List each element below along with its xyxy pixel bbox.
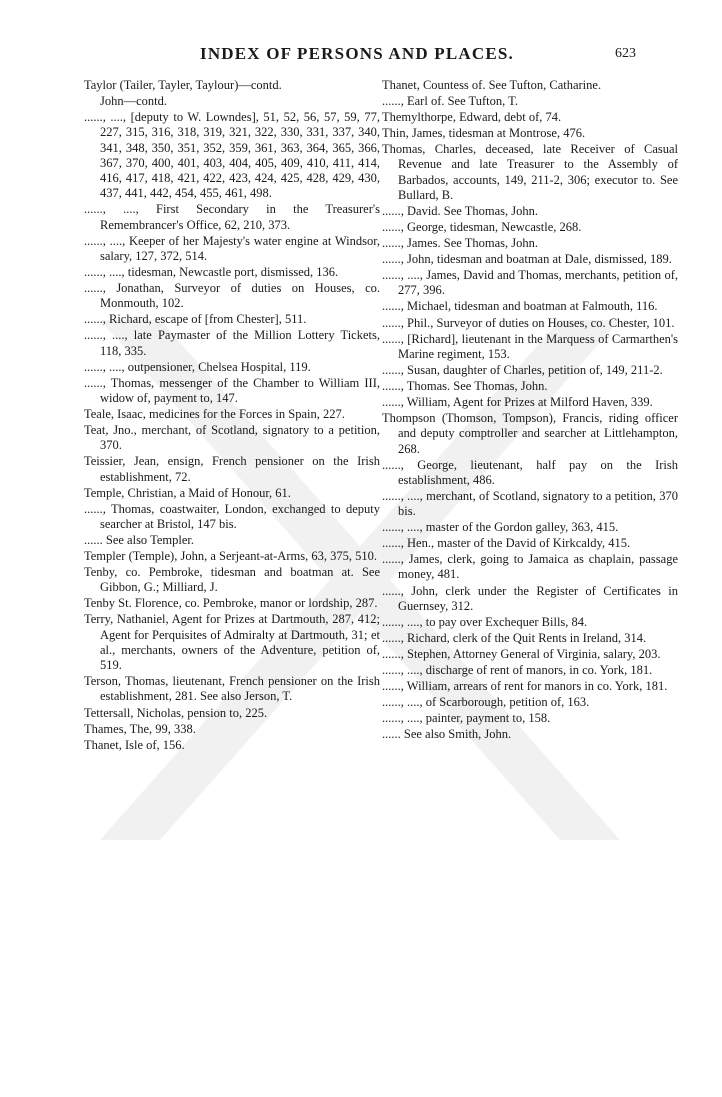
index-entry: ......, John, clerk under the Register of Certificates in Guernsey, 312. [382,583,678,613]
index-entry: Thames, The, 99, 338. [84,721,196,736]
index-entry: ......, ...., master of the Gordon galley, 363, 415. [382,520,619,535]
index-entry: Teale, Isaac, medicines for the Forces in Spain, 227. [84,407,345,422]
index-entry: Thin, James, tidesman at Montrose, 476. [382,126,586,141]
index-entry: ......, ...., outpensioner, Chelsea Hospital, 119. [84,359,311,374]
index-entry: Tenby St. Florence, co. Pembroke, manor or lordship, 287. [84,596,378,611]
index-entry: ......, Thomas, messenger of the Chamber to William III, widow of, payment to, 147. [84,375,380,405]
index-entry: ......, Phil., Surveyor of duties on Houses, co. Chester, 101. [382,315,675,330]
index-entry: Terson, Thomas, lieutenant, French pensioner on the Irish establishment, 281. See also Jerson, T. [84,674,380,704]
page-number: 623 [615,46,636,61]
index-entry: ......, George, tidesman, Newcastle, 268. [382,220,582,235]
index-entry: ......, Jonathan, Surveyor of duties on Houses, co. Monmouth, 102. [84,281,380,311]
index-entry: ......, ...., late Paymaster of the Million Lottery Tickets, 118, 335. [84,328,380,358]
index-entry: ......, Thomas, coastwaiter, London, exchanged to deputy searcher at Bristol, 147 bis. [84,501,380,531]
index-entry: Taylor (Tailer, Tayler, Taylour)—contd. [84,78,282,92]
index-entry: ......, ...., discharge of rent of manors, in co. York, 181. [382,662,653,677]
index-entry: ...... See also Smith, John. [382,727,512,742]
index-entry: ......, ...., of Scarborough, petition of, 163. [382,695,590,710]
index-entry: ......, ...., [deputy to W. Lowndes], 51, 52, 56, 57, 59, 77, 227, 315, 316, 318, 319, 321, 322, 330, 331, 337, 340, 341, 348, 350, 351, 352, 359, 361, 363, 364, 365, 366, 367, 370, 400, 401, 403, 404, 405, 409, 410, 411, 414, 416, 417, 418, 421, 422, 423, 424, 425, 428, 429, 430, 437, 441, 442, 454, 455, 461, 498. [84,110,380,201]
page-header [0,44,722,68]
index-entry: ......, ...., Keeper of her Majesty's water engine at Windsor, salary, 127, 372, 514. [84,233,380,263]
index-entry: ......, James. See Thomas, John. [382,236,539,251]
index-entry: ......, Stephen, Attorney General of Virginia, salary, 203. [382,646,661,661]
index-entry: Temple, Christian, a Maid of Honour, 61. [84,485,291,500]
index-entry: ......, James, clerk, going to Jamaica as chaplain, passage money, 481. [382,552,678,582]
index-entry: ......, David. See Thomas, John. [382,203,539,218]
running-title: INDEX OF PERSONS AND PLACES. [200,44,514,63]
index-entry: Teat, Jno., merchant, of Scotland, signatory to a petition, 370. [84,423,380,453]
index-entry: ......, George, lieutenant, half pay on the Irish establishment, 486. [382,457,678,487]
index-entry: ......, ...., James, David and Thomas, merchants, petition of, 277, 396. [382,268,678,298]
index-entry: Thanet, Countess of. See Tufton, Catharine. [382,78,602,92]
index-entry: Thompson (Thomson, Tompson), Francis, riding officer and deputy comptroller and searcher at Littlehampton, 268. [382,411,678,456]
index-entry: ......, [Richard], lieutenant in the Marquess of Carmarthen's Marine regiment, 153. [382,331,678,361]
index-entry: ......, Richard, escape of [from Chester], 511. [84,312,307,327]
index-entry: ......, ...., First Secondary in the Treasurer's Remembrancer's Office, 62, 210, 373. [84,202,380,232]
right-column [382,78,678,743]
index-entry: Teissier, Jean, ensign, French pensioner on the Irish establishment, 72. [84,454,380,484]
index-entry: ......, William, Agent for Prizes at Milford Haven, 339. [382,394,653,409]
index-entry: Terry, Nathaniel, Agent for Prizes at Dartmouth, 287, 412; Agent for Perquisites of Admiralty at Dartmouth, 31; et al., merchants, owners of the Adventure, petition of, 519. [84,612,380,673]
index-entry: John—contd. [100,94,168,109]
index-entry: ......, ...., tidesman, Newcastle port, dismissed, 136. [84,264,339,279]
index-entry: ......, ...., merchant, of Scotland, signatory to a petition, 370 bis. [382,488,678,519]
index-entry: ...... See also Templer. [84,533,194,547]
index-entry: Templer (Temple), John, a Serjeant-at-Arms, 63, 375, 510. [84,549,377,564]
index-entry: ......, Hen., master of the David of Kirkcaldy, 415. [382,536,631,551]
left-column [84,78,380,754]
index-entry: ......, Earl of. See Tufton, T. [382,94,518,109]
index-entry: Thomas, Charles, deceased, late Receiver of Casual Revenue and late Treasurer to the Assembly of Barbados, accounts, 149, 211-2, 306; executor to. See Bullard, B. [382,142,678,202]
index-entry: ......, Michael, tidesman and boatman at Falmouth, 116. [382,299,658,314]
index-entry: Tenby, co. Pembroke, tidesman and boatman at. See Gibbon, G.; Milliard, J. [84,565,380,595]
index-entry: ......, William, arrears of rent for manors in co. York, 181. [382,679,668,694]
index-entry: ......, Thomas. See Thomas, John. [382,378,548,393]
index-entry: ......, Susan, daughter of Charles, petition of, 149, 211-2. [382,362,663,377]
index-entry: ......, John, tidesman and boatman at Dale, dismissed, 189. [382,252,672,267]
index-entry: ......, Richard, clerk of the Quit Rents in Ireland, 314. [382,630,647,645]
index-entry: Tettersall, Nicholas, pension to, 225. [84,705,268,720]
index-entry: ......, ...., to pay over Exchequer Bills, 84. [382,614,588,629]
index-entry: Themylthorpe, Edward, debt of, 74. [382,110,562,125]
index-entry: Thanet, Isle of, 156. [84,737,185,752]
index-entry: ......, ...., painter, payment to, 158. [382,711,551,726]
